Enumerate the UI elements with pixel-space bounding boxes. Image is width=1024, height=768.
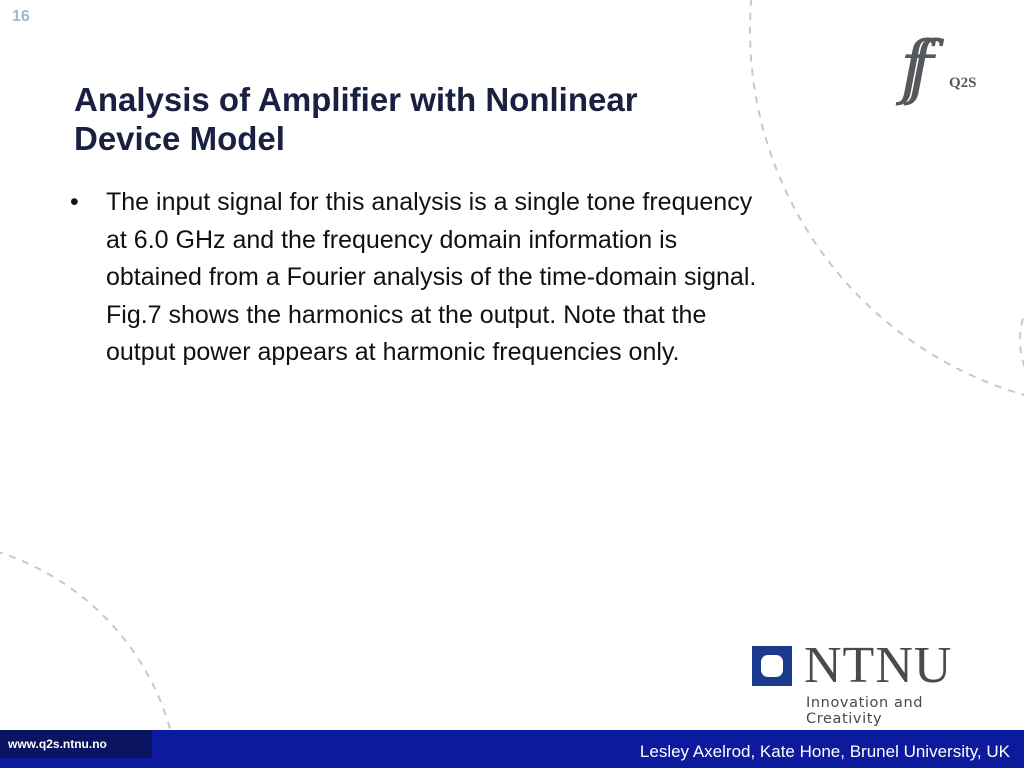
bullet-item bbox=[70, 184, 940, 372]
bullet-line: The input signal for this analysis is a single tone frequency bbox=[106, 188, 753, 216]
footer-credit: Lesley Axelrod, Kate Hone, Brunel University, UK bbox=[639, 742, 1010, 761]
bullet-list bbox=[70, 184, 940, 372]
bullet-line: at 6.0 GHz and the frequency domain information is bbox=[106, 225, 678, 254]
q2s-logo bbox=[900, 28, 1000, 123]
slide-title-line: Device Model bbox=[74, 120, 285, 157]
ntnu-logo-icon bbox=[752, 646, 792, 686]
bullet-marker: • bbox=[70, 188, 79, 216]
footer-url: www.q2s.ntnu.no bbox=[0, 730, 152, 758]
bullet-line: obtained from a Fourier analysis of the time-domain signal. bbox=[106, 263, 757, 291]
dashed-arc-small bbox=[1020, 260, 1024, 420]
slide-title-line: Analysis of Amplifier with Nonlinear bbox=[74, 81, 638, 118]
ntnu-logo-icon-inner bbox=[761, 655, 783, 677]
ntnu-logo bbox=[752, 637, 1002, 727]
ntnu-logo-name: NTNU bbox=[804, 637, 953, 694]
bullet-line: output power appears at harmonic frequencies only. bbox=[106, 338, 680, 366]
slide-title bbox=[74, 80, 794, 158]
q2s-logo-label: Q2S bbox=[949, 75, 977, 91]
bullet-line: Fig.7 shows the harmonics at the output. Note that the bbox=[106, 300, 707, 329]
slide-number: 16 bbox=[12, 8, 30, 25]
bullet-text bbox=[106, 188, 756, 366]
q2s-logo-glyphs: ff bbox=[900, 26, 916, 108]
ntnu-logo-tagline: Innovation and Creativity bbox=[806, 695, 924, 727]
